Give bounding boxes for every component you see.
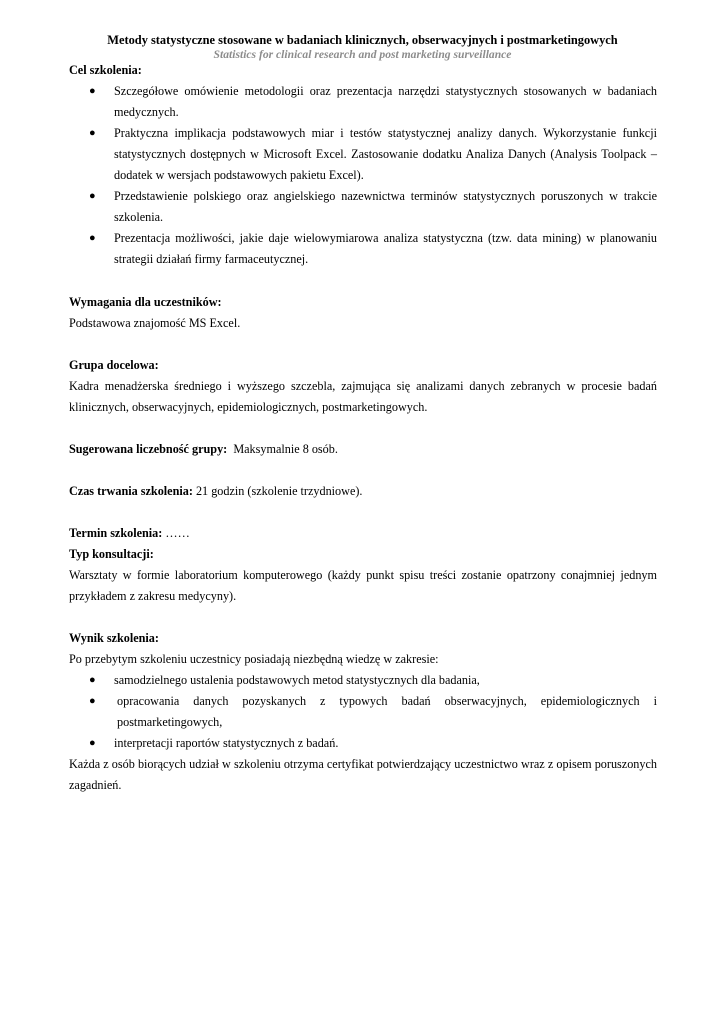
bullet-icon: ● [89,674,96,686]
consult-text: Warsztaty w formie laboratorium komputerowego (każdy punkt spisu treści zostanie opatrzony conajmniej jednym przykładem z zakresu medycyny). [69,568,657,603]
list-item: ● Szczegółowe omówienie metodologii oraz prezentacja narzędzi statystycznych stosowanych w badaniach medycznych. [69,81,657,123]
document-subtitle: Statistics for clinical research and post marketing surveillance [213,48,512,61]
goals-section [69,60,657,270]
requirements-text: Podstawowa znajomość MS Excel. [69,316,241,330]
bullet-icon: ● [89,190,96,202]
bullet-icon: ● [89,232,96,244]
bullet-icon: ● [89,127,96,139]
list-item: ● opracowania danych pozyskanych z typowych badań obserwacyjnych, epidemiologicznych i postmarketingowych, [69,691,657,733]
date-value: …… [165,526,190,540]
audience-heading: Grupa docelowa: [69,358,159,372]
list-item: ● samodzielnego ustalenia podstawowych metod statystycznych dla badania, [69,670,657,691]
bullet-icon: ● [89,85,96,97]
goals-heading: Cel szkolenia: [69,63,142,77]
bullet-icon: ● [89,737,96,749]
requirements-heading: Wymagania dla uczestników: [69,295,222,309]
outcome-closing: Każda z osób biorących udział w szkoleniu otrzyma certyfikat potwierdzający uczestnictwo wraz z opisem poruszonych zagadnień. [69,757,657,792]
audience-text: Kadra menadżerska średniego i wyższego szczebla, zajmująca się analizami danych zebranych w procesie badań klinicznych, obserwacyjnych, epidemiologicznych, postmarketingowych. [69,379,657,414]
date-label: Termin szkolenia: [69,526,163,540]
group-size-label: Sugerowana liczebność grupy: [69,442,228,456]
list-item: ● Praktyczna implikacja podstawowych miar i testów statystycznej analizy danych. Wykorzystanie funkcji statystycznych dostępnych w Microsoft Excel. Zastosowanie dodatku Analiza Danych (Analysis Toolpack – dodatek w wersjach podstawowych pakietu Excel). [69,123,657,186]
group-size-section [69,439,657,460]
consult-heading: Typ konsultacji: [69,547,154,561]
duration-section [69,481,657,502]
list-item: ● interpretacji raportów statystycznych z badań. [69,733,657,754]
document-title: Metody statystyczne stosowane w badaniach klinicznych, obserwacyjnych i postmarketingowych [107,33,618,47]
outcome-intro: Po przebytym szkoleniu uczestnicy posiadają niezbędną wiedzę w zakresie: [69,652,439,666]
requirements-section [69,292,657,334]
date-section [69,523,657,607]
outcome-heading: Wynik szkolenia: [69,631,159,645]
bullet-icon: ● [89,695,96,707]
list-item: ● Przedstawienie polskiego oraz angielskiego nazewnictwa terminów statystycznych poruszonych w trakcie szkolenia. [69,186,657,228]
outcome-section [69,628,657,796]
group-size-value: Maksymalnie 8 osób. [233,442,338,456]
outcome-list [69,670,657,754]
duration-value: 21 godzin (szkolenie trzydniowe). [195,484,363,498]
list-item: ● Prezentacja możliwości, jakie daje wielowymiarowa analiza statystyczna (tzw. data mining) w planowaniu strategii działań firmy farmaceutycznej. [69,228,657,270]
duration-label: Czas trwania szkolenia: [69,484,193,498]
goals-list [69,81,657,270]
audience-section [69,355,657,418]
